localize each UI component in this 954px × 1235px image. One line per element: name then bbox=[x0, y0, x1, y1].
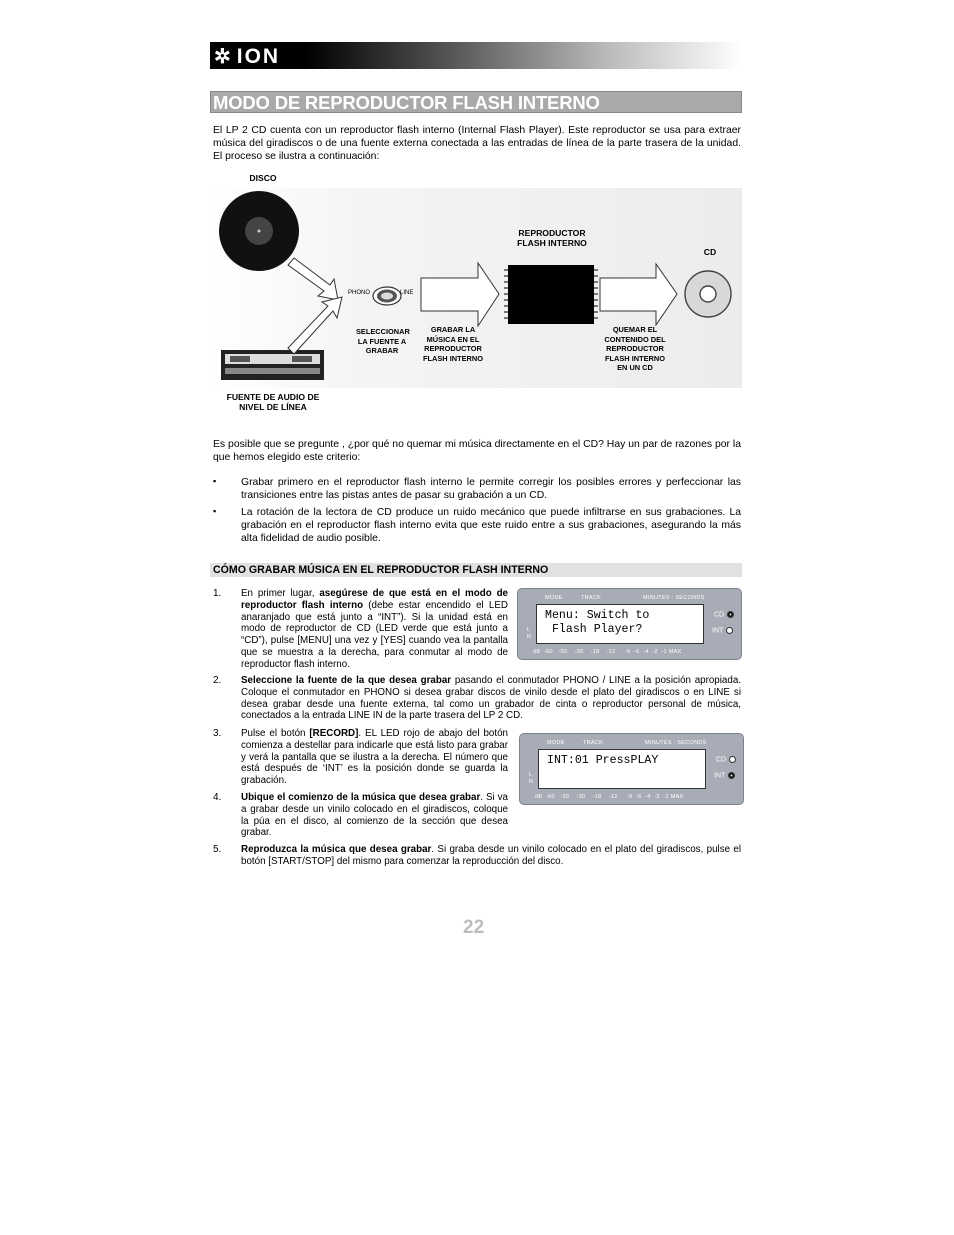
label-cd: CD bbox=[703, 247, 717, 257]
bullet-item: Grabar primero en el reproductor flash interno le permite corregir los posibles errores y perfeccionar las transiciones entre las pistas antes de pasar su grabación a un CD. bbox=[241, 477, 741, 501]
cd-indicator: CD bbox=[716, 756, 736, 763]
lcd-display-2 bbox=[519, 733, 744, 805]
flash-chip-icon bbox=[504, 265, 598, 324]
lcd-track-label: TRACK bbox=[583, 740, 604, 746]
cd-disc-icon bbox=[685, 271, 731, 317]
page-number: 22 bbox=[463, 917, 485, 938]
lcd-display-1 bbox=[517, 588, 742, 660]
arrow-from-deck-icon bbox=[288, 297, 342, 354]
int-indicator: INT bbox=[712, 627, 733, 634]
bullet-item: La rotación de la lectora de CD produce un ruido mecánico que puede infiltrarse en sus grabaciones. La grabación en el reproductor flash interno evita que este ruido entre a sus grabaciones, asegurando la más alta fidelidad de audio posible. bbox=[241, 507, 741, 544]
label-line: LINE bbox=[400, 290, 414, 296]
ion-star-icon: ✲ bbox=[214, 46, 233, 68]
label-quemar: QUEMAR EL CONTENIDO DEL REPRODUCTOR FLASH INTERNO EN UN CD bbox=[604, 325, 666, 373]
step-number: 2. bbox=[213, 675, 222, 686]
lcd-db-scale: dB -60 -50 -30 -18 -12 -9 -6 -4 -2 -1 MAX bbox=[533, 649, 682, 655]
cd-led-icon bbox=[729, 756, 736, 763]
int-led-icon bbox=[726, 627, 733, 634]
label-fuente: FUENTE DE AUDIO DE NIVEL DE LÍNEA bbox=[226, 392, 320, 413]
step-number: 4. bbox=[213, 792, 222, 803]
lcd-minsec-label: MINUTES : SECONDS bbox=[643, 595, 705, 601]
bullet-marker: ▪ bbox=[213, 506, 217, 516]
lcd-lr-label: L R bbox=[529, 772, 534, 785]
subsection-title: CÓMO GRABAR MÚSICA EN EL REPRODUCTOR FLASH INTERNO bbox=[213, 564, 549, 576]
vinyl-record-icon bbox=[219, 191, 299, 271]
brand-name: ION bbox=[236, 44, 281, 68]
label-grabar: GRABAR LA MÚSICA EN EL REPRODUCTOR FLASH INTERNO bbox=[423, 325, 483, 363]
step-3-text: Pulse el botón [RECORD]. EL LED rojo de abajo del botón comienza a destellar para indicarle que está listo para grabar y verá la pantalla que se ilustra a la derecha. El número que está después de ‘INT’ es la posición donde se guarda la grabación. bbox=[241, 728, 508, 787]
bullet-marker: ▪ bbox=[213, 476, 217, 486]
label-disco: DISCO bbox=[249, 173, 277, 183]
lcd-screen-text: INT:01 PressPLAY bbox=[538, 749, 706, 789]
cd-led-icon bbox=[727, 611, 734, 618]
lcd-lr-label: L R bbox=[527, 627, 532, 640]
int-indicator: INT bbox=[714, 772, 735, 779]
intro-paragraph: El LP 2 CD cuenta con un reproductor flash interno (Internal Flash Player). Este reproductor se usa para extraer música del giradiscos o de una fuente externa conectada a las entradas de línea de la parte trasera de la unidad. El proceso se ilustra a continuación: bbox=[213, 125, 741, 162]
phono-line-switch-icon bbox=[373, 287, 401, 305]
step-4-text: Ubique el comienzo de la música que desea grabar. Si va a grabar desde un vinilo colocado en el giradiscos, coloque la púa en el disco, al comienzo de la sección que desea grabar. bbox=[241, 792, 508, 839]
label-phono: PHONO bbox=[348, 290, 371, 296]
int-led-icon bbox=[728, 772, 735, 779]
lcd-screen-text: Menu: Switch to Flash Player? bbox=[536, 604, 704, 644]
arrow-from-vinyl-icon bbox=[288, 258, 338, 300]
step-number: 3. bbox=[213, 728, 222, 739]
lcd-track-label: TRACK bbox=[581, 595, 602, 601]
step-number: 5. bbox=[213, 844, 222, 855]
question-paragraph: Es posible que se pregunte , ¿por qué no quemar mi música directamente en el CD? Hay un par de razones por la que hemos elegido este criterio: bbox=[213, 439, 741, 463]
step-1-text: En primer lugar, asegúrese de que está en el modo de reproductor flash interno (debe estar encendido el LED anaranjado que está junto a “INT”). Si la unidad está en modo de reproductor de CD (LED verde que está junto a “CD”), pulse [MENU] una vez y [YES] cuando vea la pantalla que se muestra a la derecha, para conmutar al modo de reproductor flash interno. bbox=[241, 588, 509, 670]
step-5-text: Reproduzca la música que desea grabar. Si graba desde un vinilo colocado en el plato del giradiscos, pulse el botón [START/STOP] del mismo para comenzar la reproducción del disco. bbox=[241, 844, 741, 867]
arrow-to-cd-icon bbox=[600, 264, 677, 325]
header-bar bbox=[210, 42, 742, 69]
label-reproductor: REPRODUCTOR FLASH INTERNO bbox=[517, 228, 587, 249]
lcd-db-scale: dB -60 -50 -30 -18 -12 -9 -6 -4 -2 -1 MAX bbox=[535, 794, 684, 800]
step-2-text: Seleccione la fuente de la que desea grabar pasando el conmutador PHONO / LINE a la posición apropiada. Coloque el conmutador en PHONO si desea grabar discos de vinilo desde el plato del giradiscos o en LINE si desea grabar desde una fuente externa, tal como un grabador de cinta o reproductor personal de música, conectados a la entrada LINE IN de la parte trasera del LP 2 CD. bbox=[241, 675, 741, 722]
step-number: 1. bbox=[213, 588, 222, 599]
lcd-minsec-label: MINUTES : SECONDS bbox=[645, 740, 707, 746]
cassette-deck-icon bbox=[221, 350, 324, 380]
arrow-to-flash-icon bbox=[421, 263, 499, 326]
ion-logo bbox=[214, 44, 280, 69]
section-title: MODO DE REPRODUCTOR FLASH INTERNO bbox=[213, 92, 600, 113]
lcd-mode-label: MODE bbox=[545, 595, 563, 601]
label-seleccionar: SELECCIONAR LA FUENTE A GRABAR bbox=[356, 327, 410, 356]
lcd-mode-label: MODE bbox=[547, 740, 565, 746]
cd-indicator: CD bbox=[714, 611, 734, 618]
